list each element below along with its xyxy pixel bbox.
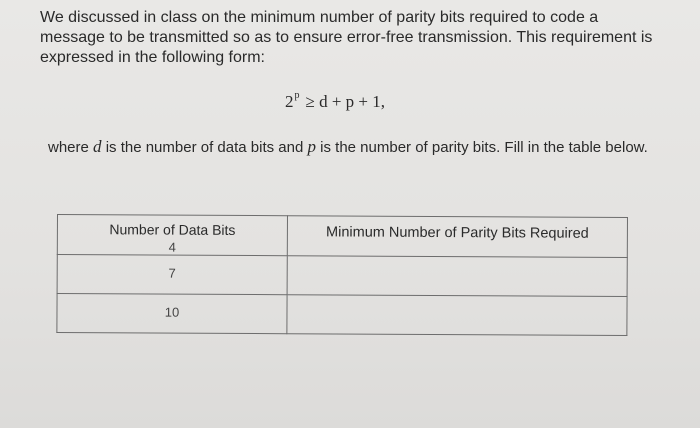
- cell-value: 10: [164, 304, 180, 320]
- formula-exponent: p: [294, 90, 300, 102]
- table-row: [57, 294, 627, 336]
- parity-formula: [285, 92, 385, 112]
- cell-parity-bits-row2[interactable]: [287, 256, 627, 297]
- table-header-row: [57, 215, 627, 258]
- cell-parity-bits-row3[interactable]: [287, 295, 627, 336]
- problem-intro: We discussed in class on the minimum number of parity bits required to code a message to be transmitted so as to ensure error-free transmission. This requirement is expressed in the following form:: [40, 9, 653, 66]
- table-row: [57, 255, 627, 297]
- header-data-bits-label: Number of Data Bits: [109, 221, 236, 238]
- formula-rest: ≥ d + p + 1,: [305, 92, 386, 111]
- variable-p: p: [307, 137, 316, 156]
- where-text-1: where: [48, 139, 94, 156]
- variable-d: d: [93, 137, 102, 156]
- variable-definition: [48, 137, 648, 158]
- cell-value: [288, 256, 627, 268]
- cell-value: 7: [168, 265, 176, 281]
- parity-table: [56, 214, 628, 336]
- cell-data-bits-row3: [57, 294, 287, 334]
- cell-value: [288, 295, 627, 307]
- formula-base: 2: [285, 92, 294, 111]
- where-text-3: is the number of parity bits. Fill in the table below.: [316, 139, 648, 156]
- header-parity-bits: Minimum Number of Parity Bits Required: [287, 216, 627, 258]
- where-text-2: is the number of data bits and: [101, 139, 308, 156]
- header-data-bits: [57, 215, 287, 256]
- cell-data-bits-row1: 4: [168, 239, 176, 255]
- cell-data-bits-row2: [57, 255, 287, 295]
